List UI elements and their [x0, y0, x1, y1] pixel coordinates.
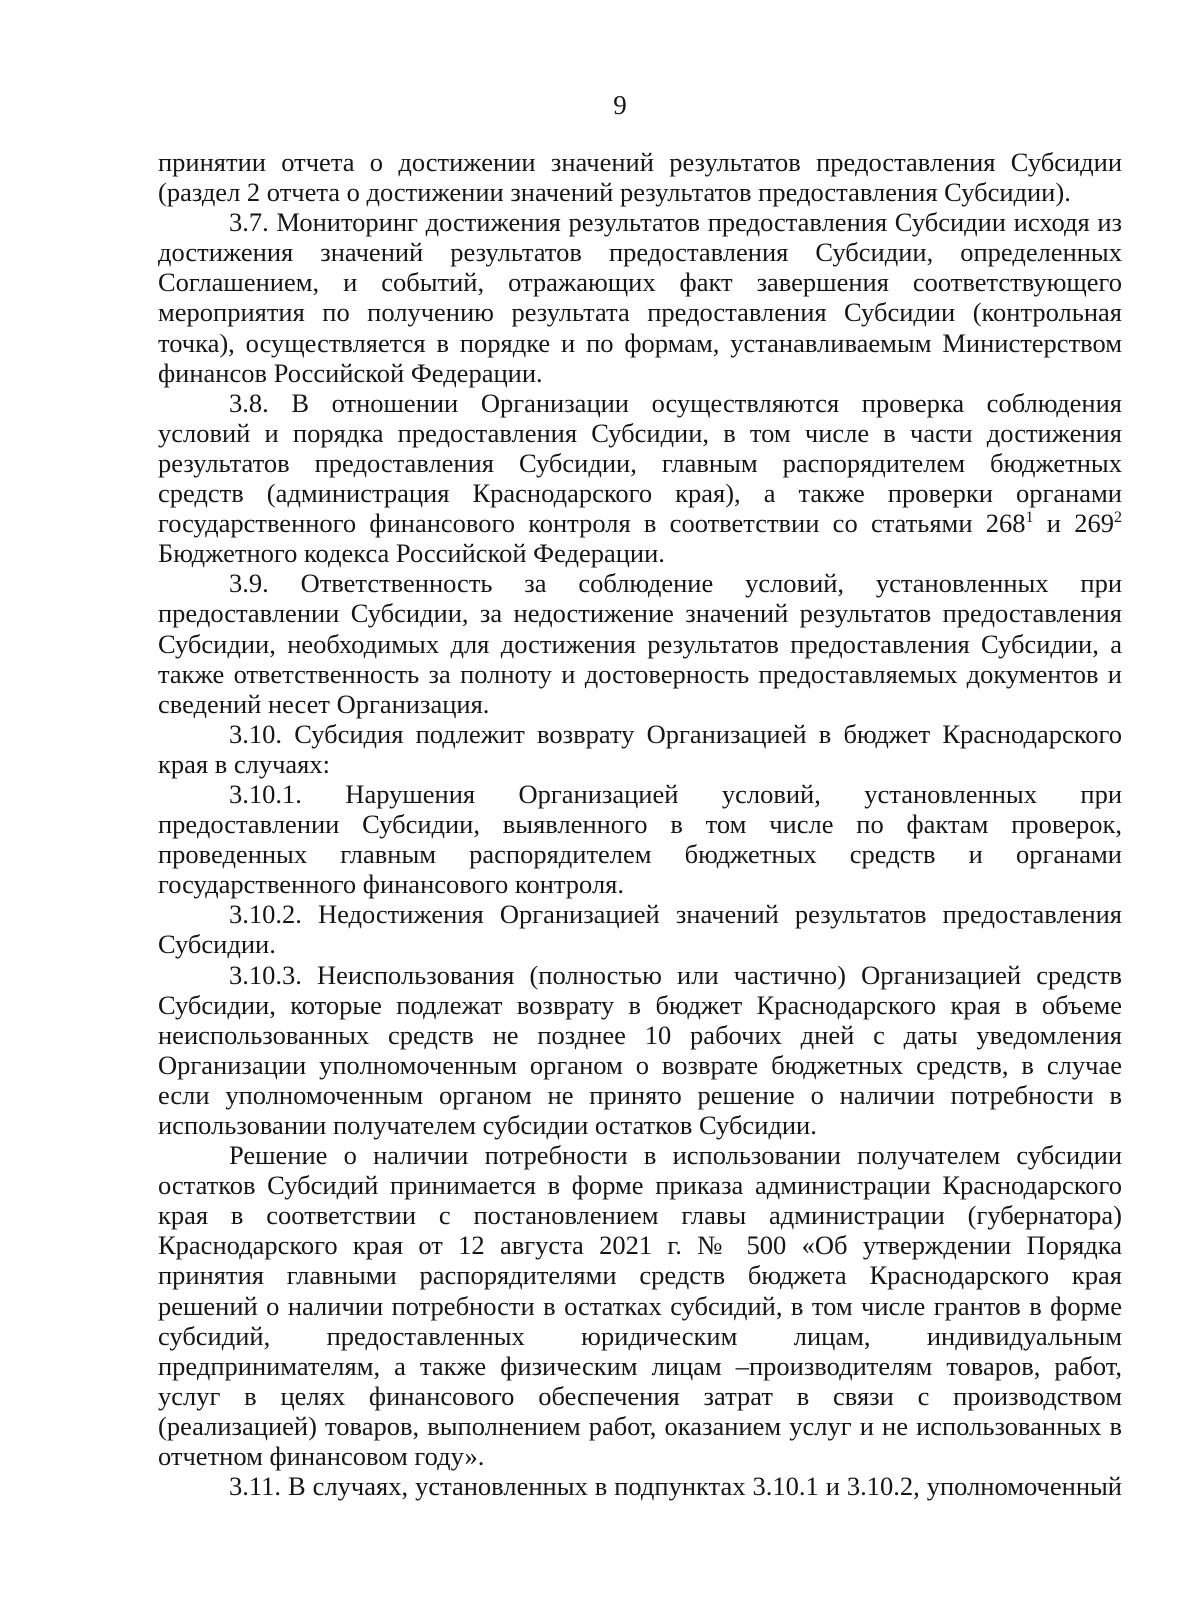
- paragraph-decision: Решение о наличии потребности в использовании получателем субсидии остатков Субсидий принимается в форме приказа администрации Краснодарского края в соответствии с постановлением главы администрации (губернатора) Краснодарского края от 12 августа 2021 г. № 500 «Об утверждении Порядка принятия главными распорядителями средств бюджета Краснодарского края решений о наличии потребности в остатках субсидий, в том числе грантов в форме субсидий, предоставленных юридическим лицам, индивидуальным предпринимателям, а также физическим лицам –производителям товаров, работ, услуг в целях финансового обеспечения затрат в связи с производством (реализацией) товаров, выполнением работ, оказанием услуг и не использованных в отчетном финансовом году».: [158, 1140, 1122, 1472]
- paragraph-3-10-2-non-achievement: 3.10.2. Недостижения Организацией значений результатов предоставления Субсидии.: [158, 899, 1122, 960]
- paragraph-3-10-1-violation: 3.10.1. Нарушения Организацией условий, установленных при предоставлении Субсидии, выявленного в том числе по фактам проверок, проведенных главным распорядителем бюджетных средств и органами государственного финансового контроля.: [158, 778, 1122, 900]
- paragraph-3-8-text-middle: и 269: [1033, 508, 1114, 539]
- superscript-2: 2: [1114, 509, 1122, 527]
- paragraph-continuation: принятии отчета о достижении значений результатов предоставления Субсидии (раздел 2 отчета о достижении значений результатов предоставления Субсидии).: [158, 147, 1122, 208]
- paragraph-3-8-text-before: 3.8. В отношении Организации осуществляются проверка соблюдения условий и порядка предоставления Субсидии, в том числе в части достижения результатов предоставления Субсидии, главным распорядителем бюджетных средств (администрация Краснодарского края), а также проверки органами государственного финансового контроля в соответствии со статьями 268: [158, 387, 1122, 539]
- paragraph-3-8-inspection: [158, 388, 1122, 569]
- page-number: 9: [613, 90, 627, 120]
- paragraph-3-8-text-after: Бюджетного кодекса Российской Федерации.: [158, 538, 665, 569]
- paragraph-3-9-responsibility: 3.9. Ответственность за соблюдение условий, установленных при предоставлении Субсидии, за недостижение значений результатов предоставления Субсидии, необходимых для достижения результатов предоставления Субсидии, а также ответственность за полноту и достоверность предоставляемых документов и сведений несет Организация.: [158, 568, 1122, 719]
- superscript-1: 1: [1025, 509, 1034, 527]
- paragraph-3-7-monitoring: 3.7. Мониторинг достижения результатов предоставления Субсидии исходя из достижения значений результатов предоставления Субсидии, определенных Соглашением, и событий, отражающих факт завершения соответствующего мероприятия по получению результата предоставления Субсидии (контрольная точка), осуществляется в порядке и по формам, устанавливаемым Министерством финансов Российской Федерации.: [158, 207, 1122, 388]
- paragraph-3-11-start: 3.11. В случаях, установленных в подпунктах 3.10.1 и 3.10.2, уполномоченный: [229, 1471, 1122, 1502]
- paragraph-3-10-return: 3.10. Субсидия подлежит возврату Организацией в бюджет Краснодарского края в случаях:: [158, 718, 1122, 779]
- document-body: [158, 147, 1122, 1501]
- paragraph-3-10-3-non-use: 3.10.3. Неиспользования (полностью или частично) Организацией средств Субсидии, которые подлежат возврату в бюджет Краснодарского края в объеме неиспользованных средств не позднее 10 рабочих дней с даты уведомления Организации уполномоченным органом о возврате бюджетных средств, в случае если уполномоченным органом не принято решение о наличии потребности в использовании получателем субсидии остатков Субсидии.: [158, 959, 1122, 1140]
